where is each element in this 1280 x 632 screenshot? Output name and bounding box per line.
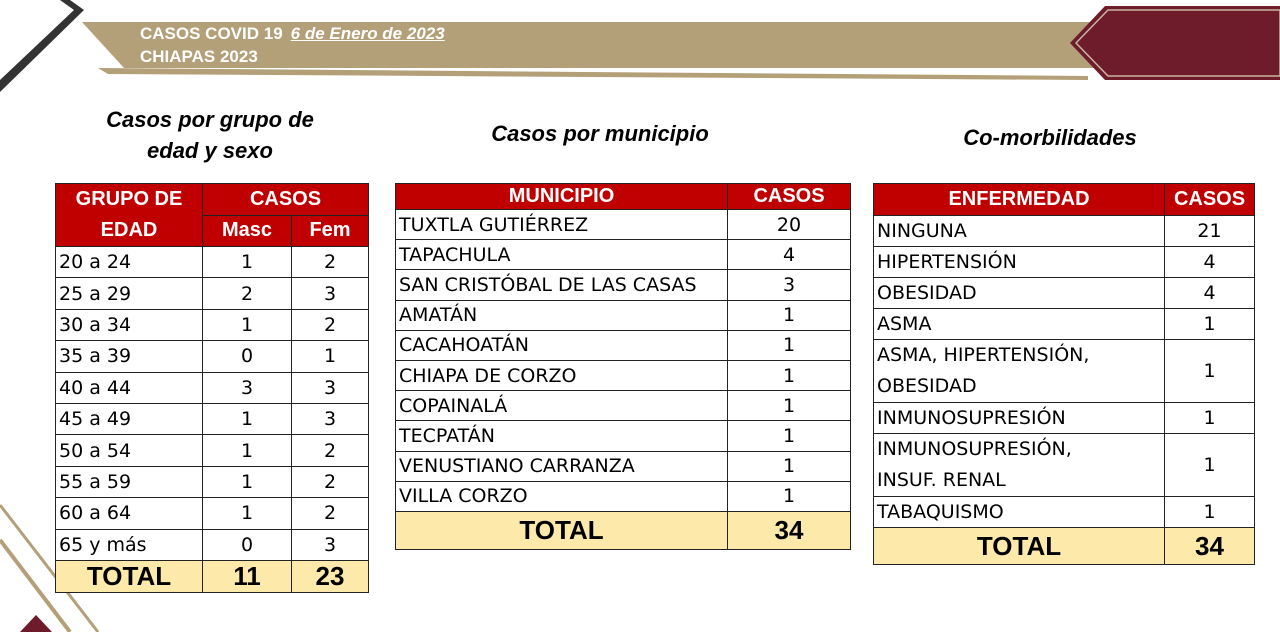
total-label: TOTAL (396, 511, 728, 549)
fem-cell: 3 (292, 529, 369, 560)
municipio-cell: CHIAPA DE CORZO (396, 360, 728, 390)
table-row (396, 210, 851, 240)
casos-cell: 1 (728, 300, 851, 330)
enfermedad-cell (874, 340, 1165, 403)
table-row (56, 498, 369, 529)
enfermedad-cell: OBESIDAD (874, 278, 1165, 309)
masc-cell: 1 (203, 435, 292, 466)
casos-cell: 1 (1165, 340, 1255, 403)
municipio-cell: TECPATÁN (396, 421, 728, 451)
table-row (56, 529, 369, 560)
masc-cell: 1 (203, 247, 292, 278)
fem-cell: 2 (292, 435, 369, 466)
edad-section-title (60, 104, 360, 166)
total-row (396, 511, 851, 549)
enfermedad-cell: ASMA (874, 309, 1165, 340)
municipio-cell: TUXTLA GUTIÉRREZ (396, 210, 728, 240)
casos-cell: 1 (1165, 434, 1255, 497)
masc-cell: 1 (203, 498, 292, 529)
total-fem: 23 (292, 560, 369, 592)
table-row (874, 247, 1255, 278)
grupo-cell: 25 a 29 (56, 278, 203, 309)
table-row (396, 451, 851, 481)
masc-cell: 0 (203, 529, 292, 560)
masc-cell: 1 (203, 403, 292, 434)
fem-cell: 3 (292, 403, 369, 434)
casos-cell: 3 (728, 270, 851, 300)
fem-cell: 3 (292, 278, 369, 309)
total-value: 34 (728, 511, 851, 549)
table-row (56, 341, 369, 372)
masc-cell: 0 (203, 341, 292, 372)
grupo-cell: 60 a 64 (56, 498, 203, 529)
table-row (56, 403, 369, 434)
masc-cell: 2 (203, 278, 292, 309)
municipio-table (395, 183, 851, 550)
col-casos: CASOS (728, 184, 851, 210)
enfermedad-line-1: ASMA, HIPERTENSIÓN, (877, 344, 1090, 366)
grupo-cell: 35 a 39 (56, 341, 203, 372)
casos-cell: 1 (728, 391, 851, 421)
col-municipio: MUNICIPIO (396, 184, 728, 210)
casos-cell: 4 (1165, 247, 1255, 278)
grupo-cell: 40 a 44 (56, 372, 203, 403)
casos-cell: 1 (1165, 403, 1255, 434)
casos-cell: 1 (728, 360, 851, 390)
col-casos: CASOS (203, 184, 369, 216)
municipio-cell: TAPACHULA (396, 240, 728, 270)
casos-cell: 21 (1165, 216, 1255, 247)
casos-cell: 4 (1165, 278, 1255, 309)
total-row (874, 528, 1255, 565)
fem-cell: 2 (292, 309, 369, 340)
grupo-cell: 45 a 49 (56, 403, 203, 434)
table-row (396, 360, 851, 390)
total-label: TOTAL (874, 528, 1165, 565)
table-row (56, 372, 369, 403)
table-row (874, 340, 1255, 403)
grupo-cell: 50 a 54 (56, 435, 203, 466)
table-row (56, 278, 369, 309)
total-label: TOTAL (56, 560, 203, 592)
municipio-cell: VILLA CORZO (396, 481, 728, 511)
header-subtitle: CHIAPAS 2023 (140, 47, 258, 66)
comorbilidades-table (873, 183, 1255, 565)
fem-cell: 2 (292, 498, 369, 529)
table-row (874, 434, 1255, 497)
enfermedad-line-2: OBESIDAD (877, 375, 977, 397)
edad-table (55, 183, 369, 593)
table-row (874, 309, 1255, 340)
table-row (396, 270, 851, 300)
total-value: 34 (1165, 528, 1255, 565)
table-row (56, 309, 369, 340)
municipio-section-title: Casos por municipio (491, 121, 709, 146)
fem-cell: 2 (292, 466, 369, 497)
casos-cell: 1 (728, 451, 851, 481)
grupo-cell: 20 a 24 (56, 247, 203, 278)
enfermedad-line-1: INMUNOSUPRESIÓN, (877, 438, 1072, 460)
table-row (396, 330, 851, 360)
col-fem: Fem (292, 215, 369, 247)
total-row (56, 560, 369, 592)
table-row (396, 300, 851, 330)
header-title: CASOS COVID 19 (140, 24, 283, 43)
col-grupo-line-1: GRUPO DE (75, 188, 183, 210)
table-row (874, 403, 1255, 434)
total-masc: 11 (203, 560, 292, 592)
col-masc: Masc (203, 215, 292, 247)
edad-title-line-2: edad y sexo (147, 138, 273, 163)
table-row (396, 240, 851, 270)
masc-cell: 1 (203, 309, 292, 340)
masc-cell: 1 (203, 466, 292, 497)
municipio-cell: SAN CRISTÓBAL DE LAS CASAS (396, 270, 728, 300)
edad-title-line-1: Casos por grupo de (106, 107, 314, 132)
grupo-cell: 65 y más (56, 529, 203, 560)
casos-cell: 4 (728, 240, 851, 270)
municipio-cell: AMATÁN (396, 300, 728, 330)
enfermedad-cell: INMUNOSUPRESIÓN (874, 403, 1165, 434)
masc-cell: 3 (203, 372, 292, 403)
comorbilidades-section-title: Co-morbilidades (963, 125, 1137, 150)
casos-cell: 1 (728, 330, 851, 360)
table-row (56, 466, 369, 497)
col-casos: CASOS (1165, 184, 1255, 216)
header-line-1 (140, 22, 445, 45)
municipio-cell: VENUSTIANO CARRANZA (396, 451, 728, 481)
casos-cell: 1 (1165, 497, 1255, 528)
casos-cell: 20 (728, 210, 851, 240)
table-row (874, 278, 1255, 309)
enfermedad-cell: TABAQUISMO (874, 497, 1165, 528)
casos-cell: 1 (728, 481, 851, 511)
table-row (396, 391, 851, 421)
col-grupo-line-2: EDAD (100, 219, 158, 241)
header-date: 6 de Enero de 2023 (290, 24, 445, 43)
table-row (56, 435, 369, 466)
municipio-cell: CACAHOATÁN (396, 330, 728, 360)
enfermedad-line-2: INSUF. RENAL (877, 469, 1006, 491)
table-row (396, 421, 851, 451)
grupo-cell: 30 a 34 (56, 309, 203, 340)
fem-cell: 2 (292, 247, 369, 278)
table-row (396, 481, 851, 511)
casos-cell: 1 (728, 421, 851, 451)
casos-cell: 1 (1165, 309, 1255, 340)
header-text (140, 22, 445, 68)
enfermedad-cell (874, 434, 1165, 497)
grupo-cell: 55 a 59 (56, 466, 203, 497)
table-row (874, 497, 1255, 528)
enfermedad-cell: NINGUNA (874, 216, 1165, 247)
col-enfermedad: ENFERMEDAD (874, 184, 1165, 216)
table-row (56, 247, 369, 278)
col-grupo-edad (56, 184, 203, 247)
municipio-cell: COPAINALÁ (396, 391, 728, 421)
fem-cell: 1 (292, 341, 369, 372)
table-row (874, 216, 1255, 247)
fem-cell: 3 (292, 372, 369, 403)
enfermedad-cell: HIPERTENSIÓN (874, 247, 1165, 278)
